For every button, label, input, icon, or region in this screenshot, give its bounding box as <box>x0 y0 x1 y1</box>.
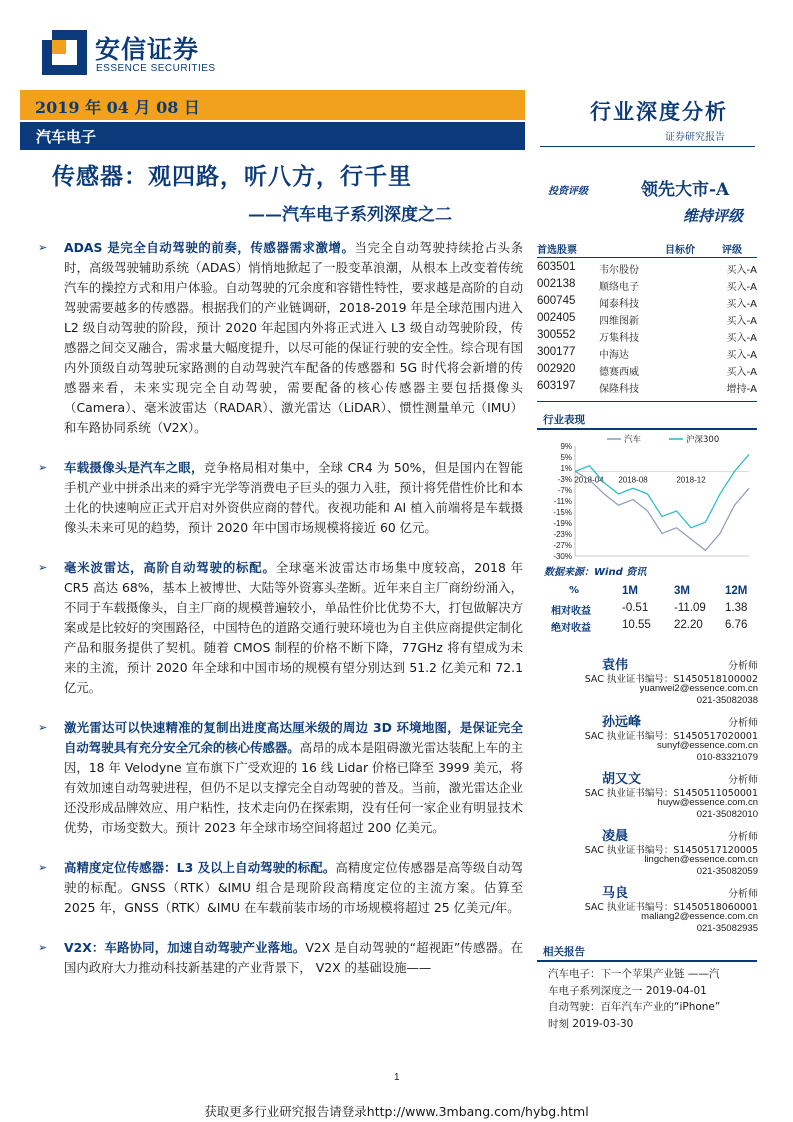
stock-rating: 买入-A <box>726 265 757 276</box>
summary-paragraph <box>38 718 523 838</box>
stock-header-target: 目标价 <box>665 245 695 256</box>
page-number: 1 <box>394 1072 400 1083</box>
summary-body <box>38 238 523 978</box>
y-tick-label: -3% <box>557 475 572 484</box>
table-row <box>537 379 757 396</box>
arrow-bullet-icon: ➢ <box>38 461 48 474</box>
industry-performance-chart <box>537 432 757 562</box>
analyst-tel: 021-35082010 <box>696 809 758 820</box>
logo-cn: 安信证券 <box>95 35 200 64</box>
analyst-role: 分析师 <box>728 775 758 786</box>
report-type: 行业深度分析 <box>590 100 728 124</box>
analyst-card <box>537 711 761 766</box>
paragraph-text: 当完全自动驾驶持续抢占头条时，高级驾驶辅助系统（ADAS）悄悄地掀起了一股变革浪潮，从根本上改变着传统汽车的操控方式和用户体验。自动驾驶的冗余度和容错性特性，要求越是高阶的自动驾驶需要越多的传感器。根据我们的产业链调研，2018-2019 年是全球范围内进入 L2 级自动驾驶的阶段，预计 2020 年起国内外将正式进入 L3 级自动驾驶阶段，传感器之间交叉融合，需求量大幅度提升，以尽可能的保证行驶的安全性。综合现有国内外顶级自动驾驶玩家路测的自动驾驶汽车配备的传感器和 5G 时代将会新增的传感器来看，未来实现完全自动驾驶，需要配备的核心传感器主要包括摄像头（Camera）、毫米波雷达（RADAR）、激光雷达（LiDAR）、惯性测量单元（IMU）和车路协同系统（V2X）。 <box>64 240 524 435</box>
paragraph-text: 高精度定位传感器是高等级自动驾驶的标配。GNSS（RTK）&IMU 组合是现阶段高精度定位的主流方案。估算至 2025 年，GNSS（RTK）&IMU 在车载前装市场的市场规模将超过 25 亿美元/年。 <box>64 860 523 915</box>
analyst-name: 袁伟 <box>602 658 629 673</box>
perf-value: 22.20 <box>674 619 703 631</box>
related-report-line[interactable]: 车电子系列深度之一 2019-04-01 <box>548 984 707 997</box>
stock-code: 603197 <box>537 380 576 392</box>
chart-source: 数据来源：Wind 资讯 <box>544 567 647 578</box>
page-title: 传感器：观四路，听八方，行千里 <box>52 163 412 190</box>
stock-rating: 买入-A <box>726 367 757 378</box>
perf-value: -11.09 <box>674 602 706 614</box>
analyst-role: 分析师 <box>728 718 758 729</box>
report-category: 汽车电子 <box>36 128 97 146</box>
analyst-sac: SAC 执业证书编号：S1450518100002 <box>584 674 758 685</box>
stock-name: 韦尔股份 <box>599 265 639 276</box>
paragraph-text: V2X 是自动驾驶的“超视距”传感器。在国内政府大力推动科技新基建的产业背景下， V2X 的基础设施—— <box>64 940 524 975</box>
analyst-email[interactable]: lingchen@essence.com.cn <box>644 854 758 865</box>
stock-name: 闻泰科技 <box>599 299 639 310</box>
legend-label: 汽车 <box>624 435 642 445</box>
paragraph-text: 高昂的成本是阻碍激光雷达装配上车的主因，18 年 Velodyne 宣布旗下广受欢迎的 16 线 Lidar 价格已降至 3999 美元，将有效加速自动驾驶进程，但仍不足以支撑完全自动驾驶的普及。当前，激光雷达企业还没形成品牌效应、用户粘性，技术走向仍在探索期，没有任何一家企业有明显技术优势，市场变数大。预计 2023 年全球市场空间将超过 200 亿美元。 <box>64 740 524 835</box>
analyst-name: 马良 <box>602 886 629 901</box>
analyst-name: 凌晨 <box>602 829 629 844</box>
y-tick-label: -7% <box>557 486 572 495</box>
section-header-industry <box>537 412 757 430</box>
perf-value: 1.38 <box>725 602 748 614</box>
stock-name: 德赛西威 <box>599 367 639 378</box>
analyst-email[interactable]: sunyf@essence.com.cn <box>657 740 758 751</box>
table-row <box>537 585 757 602</box>
essence-logo-icon <box>42 30 87 75</box>
table-row <box>537 294 757 311</box>
summary-paragraph <box>38 558 523 698</box>
related-report-line[interactable]: 自动驾驶：百年汽车产业的“iPhone” <box>548 1001 721 1013</box>
section-header-related <box>537 944 757 962</box>
perf-value: 10.55 <box>622 619 651 631</box>
paragraph-text: 竞争格局相对集中，全球 CR4 为 50%，但是国内在智能手机产业中拼杀出来的舜宇光学等消费电子巨头的强力入驻，预计将凭借性价比和本土化的快速响应正式开启对外资供应商的替代。夜视功能和 AI 植入前端将是车载摄像头未来可见的趋势，预计 2020 年中国市场规模将接近 60 亿元。 <box>64 460 524 535</box>
page-subtitle: ——汽车电子系列深度之二 <box>248 205 452 225</box>
stock-code: 002405 <box>537 312 576 324</box>
analyst-email[interactable]: yuanwei2@essence.com.cn <box>639 683 758 694</box>
analyst-role: 分析师 <box>728 661 758 672</box>
arrow-bullet-icon: ➢ <box>38 241 48 254</box>
summary-paragraph <box>38 458 523 538</box>
stock-name: 顺络电子 <box>599 282 639 293</box>
analyst-tel: 021-35082059 <box>696 866 758 877</box>
stock-rating: 买入-A <box>726 316 757 327</box>
analyst-role: 分析师 <box>728 889 758 900</box>
analyst-name: 胡又文 <box>602 772 642 787</box>
analyst-sac: SAC 执业证书编号：S1450517020001 <box>584 731 758 742</box>
x-tick-label: 2018-12 <box>676 475 706 485</box>
stock-code: 002920 <box>537 363 576 375</box>
perf-header: 12M <box>725 585 748 597</box>
related-report-line[interactable]: 时刻 2019-03-30 <box>548 1017 634 1030</box>
y-tick-label: 1% <box>560 464 572 473</box>
perf-value: 6.76 <box>725 619 748 631</box>
section-title: 相关报告 <box>537 944 591 959</box>
table-row <box>537 311 757 328</box>
rating-label: 投资评级 <box>548 186 588 197</box>
summary-paragraph <box>38 238 523 438</box>
summary-paragraph <box>38 858 523 918</box>
table-row <box>537 362 757 379</box>
table-row <box>537 602 757 619</box>
arrow-bullet-icon: ➢ <box>38 861 48 874</box>
divider <box>537 401 757 402</box>
stock-rating: 买入-A <box>726 333 757 344</box>
table-row <box>537 328 757 345</box>
y-tick-label: 5% <box>560 453 572 462</box>
footer-link[interactable]: 获取更多行业研究报告请登录http://www.3mbang.com/hybg.html <box>204 1104 589 1119</box>
rating-maintain: 维持评级 <box>683 207 744 225</box>
divider <box>540 146 755 147</box>
analyst-card <box>537 825 761 880</box>
stock-code: 002138 <box>537 278 576 290</box>
perf-label: 相对收益 <box>551 606 591 617</box>
analyst-card <box>537 882 761 937</box>
related-report-line[interactable]: 汽车电子：下一个苹果产业链 ——汽 <box>548 968 720 980</box>
paragraph-lead: 激光雷达可以快速精准的复制出进度高达厘米级的周边 3D 环境地图，是保证完全自动驾驶具有充分安全冗余的核心传感器。 <box>64 720 523 755</box>
logo-en: ESSENCE SECURITIES <box>96 63 216 74</box>
y-tick-label: -23% <box>553 530 572 539</box>
stock-name: 万集科技 <box>599 333 639 344</box>
paragraph-lead: ADAS 是完全自动驾驶的前奏，传感器需求激增。 <box>64 240 355 255</box>
rating-value: 领先大市-A <box>641 180 730 200</box>
stock-table-header <box>537 240 757 258</box>
analyst-email[interactable]: huyw@essence.com.cn <box>657 797 758 808</box>
arrow-bullet-icon: ➢ <box>38 721 48 734</box>
table-row <box>537 277 757 294</box>
stock-header-rating: 评级 <box>722 245 742 256</box>
perf-value: -0.51 <box>622 602 649 614</box>
stock-name: 保隆科技 <box>599 384 639 395</box>
report-date: 2019 年 04 月 08 日 <box>35 98 200 117</box>
analyst-card <box>537 768 761 823</box>
paragraph-lead: 车载摄像头是汽车之眼， <box>64 460 204 475</box>
arrow-bullet-icon: ➢ <box>38 941 48 954</box>
stock-rating: 买入-A <box>726 282 757 293</box>
stock-code: 603501 <box>537 261 576 273</box>
paragraph-lead: 毫米波雷达，高阶自动驾驶的标配。 <box>64 560 276 575</box>
stock-name: 中海达 <box>599 350 629 361</box>
stock-rating: 买入-A <box>726 299 757 310</box>
y-tick-label: -27% <box>553 541 572 550</box>
y-tick-label: -30% <box>553 552 572 561</box>
stock-code: 300177 <box>537 346 576 358</box>
stock-name: 四维图新 <box>599 316 639 327</box>
y-tick-label: -11% <box>553 497 572 506</box>
stock-rating: 买入-A <box>726 350 757 361</box>
analyst-sac: SAC 执业证书编号：S1450517120005 <box>584 845 758 856</box>
x-tick-label: 2018-04 <box>574 475 604 485</box>
legend-label: 沪深300 <box>686 435 720 445</box>
y-tick-label: 9% <box>560 442 572 451</box>
section-title: 行业表现 <box>537 412 591 427</box>
arrow-bullet-icon: ➢ <box>38 561 48 574</box>
analyst-card <box>537 654 761 709</box>
stock-code: 600745 <box>537 295 576 307</box>
stock-header-name: 首选股票 <box>537 245 577 256</box>
paragraph-text: 全球毫米波雷达市场集中度较高，2018 年 CR5 高达 68%，基本上被博世、大陆等外资寡头垄断。近年来自主厂商纷纷涌入，不同于车载摄像头，自主厂商的规模普遍较小，单品性价比优势不大，打包做解决方案或是比较好的突围路径，中国特色的道路交通行驶环境也为自主供应商提供定制化产品和服务提供了契机。随着 CMOS 制程的价格不断下降，77GHz 将有望成为未来的主流，预计 2020 年全球和中国市场的规模有望分别达到 51.2 亿美元和 72.1 亿元。 <box>64 560 523 695</box>
perf-header: % <box>569 585 580 596</box>
y-tick-label: -19% <box>553 519 572 528</box>
analyst-tel: 021-35082935 <box>696 923 758 934</box>
paragraph-lead: V2X：车路协同，加速自动驾驶产业落地。 <box>64 940 306 955</box>
table-row <box>537 619 757 636</box>
stock-rating: 增持-A <box>726 384 757 395</box>
perf-label: 绝对收益 <box>551 623 591 634</box>
analyst-email[interactable]: maliang2@essence.com.cn <box>641 911 758 922</box>
related-report-list <box>548 966 758 1032</box>
summary-paragraph <box>38 938 523 978</box>
analyst-role: 分析师 <box>728 832 758 843</box>
analyst-tel: 021-35082038 <box>696 695 758 706</box>
perf-header: 3M <box>674 585 690 597</box>
paragraph-lead: 高精度定位传感器：L3 及以上自动驾驶的标配。 <box>64 860 336 875</box>
perf-header: 1M <box>622 585 638 597</box>
report-subtype: 证券研究报告 <box>665 132 725 143</box>
y-tick-label: -15% <box>553 508 572 517</box>
analyst-tel: 010-83321079 <box>696 752 758 763</box>
x-tick-label: 2018-08 <box>618 475 648 485</box>
stock-code: 300552 <box>537 329 576 341</box>
performance-table <box>537 585 757 636</box>
table-row <box>537 260 757 277</box>
analyst-name: 孙远峰 <box>602 715 642 730</box>
analyst-sac: SAC 执业证书编号：S1450518060001 <box>584 902 758 913</box>
table-row <box>537 345 757 362</box>
analyst-sac: SAC 执业证书编号：S1450511050001 <box>584 788 758 799</box>
